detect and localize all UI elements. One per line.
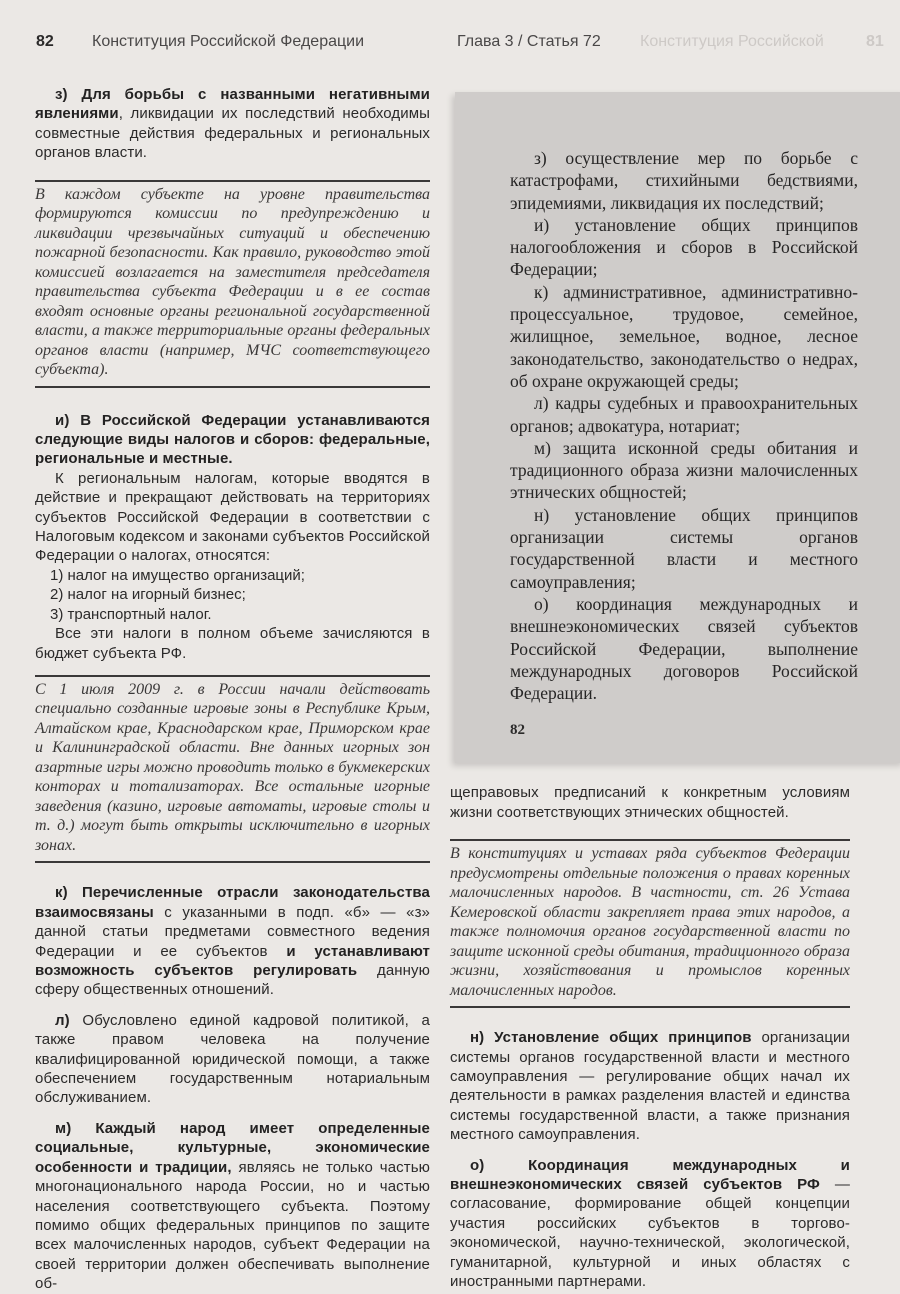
excerpt-item: л) кадры судебных и правоохранительных органов; адвокатура, нотариат; <box>510 393 858 436</box>
constitution-excerpt-text <box>510 147 858 704</box>
excerpt-item: о) координация международных и внешнеэкономических связей субъектов Российской Федерации, выполнение международных договоров Российской Федерации. <box>510 593 858 704</box>
excerpt-item: з) осуществление мер по борьбе с катастрофами, стихийными бедствиями, эпидемиями, ликвидация их последствий; <box>510 148 858 213</box>
text-run: — согласование, формирование общей концепции участия российских субъектов в торгово-экономической, научно-технической, экологической, гуманитарной, культурной и иных областях с иностранными партнерами. <box>450 1176 850 1291</box>
bold-run: м) Каждый народ имеет определенные социальные, культурные, экономические особенности и традиции, <box>35 1119 430 1176</box>
paragraph-m <box>35 1119 430 1294</box>
text-run: организации системы органов государственной власти и местного самоуправления — регулирование общих начал их деятельности в рамках разделения властей и единства системы государственной власти, а также признания местного самоуправления. <box>450 1029 850 1144</box>
right-column <box>450 783 850 1291</box>
text-run: Обусловлено единой кадровой политикой, а также правом человека на получение квалифицированной юридической помощи, а также обеспечением государственным нотариальным обслуживанием. <box>35 1011 430 1107</box>
paragraph-continuation: щеправовых предписаний к конкретным условиям жизни соответствующих этнических общностей. <box>450 784 850 821</box>
bold-run: н) Установление общих принципов <box>470 1029 752 1047</box>
paragraph-i-bold: и) В Российской Федерации устанавливаются следующие виды налогов и сборов: федеральные, региональные и местные. <box>35 411 430 468</box>
book-title: Конституция Российской Федерации <box>92 33 365 50</box>
bold-run: о) Координация международных и внешнеэкономических связей субъектов РФ <box>450 1156 850 1194</box>
paragraph-o <box>450 1156 850 1292</box>
chapter-article: Глава 3 / Статья 72 <box>457 33 601 50</box>
bold-run: л) <box>55 1011 70 1029</box>
excerpt-item: м) защита исконной среды обитания и традиционного образа жизни малочисленных этнических общностей; <box>510 437 858 503</box>
bold-run: и устанавливают возможность субъектов регулировать <box>35 942 430 980</box>
excerpt-item: к) административное, административно-процессуальное, трудовое, семейное, жилищное, земельное, водное, лесное законодательство, законодательство о недрах, об охране окружающей среды; <box>510 281 858 391</box>
page-number: 82 <box>36 33 54 50</box>
note-gambling-zones: С 1 июля 2009 г. в России начали действовать специально созданные игровые зоны в Республике Крым, Алтайском крае, Краснодарском крае, Приморском крае и Калининградской области. Вне данных игорных зон азартные игры можно проводить только в букмекерских конторах и тотализаторах. Все остальные игорные заведения (казино, игровые автоматы, игровые столы и т. д.) могут быть открыты исключительно в игорных зонах. <box>35 675 430 864</box>
paragraph-i-heading <box>35 411 430 469</box>
constitution-excerpt-panel <box>455 92 900 763</box>
paragraph-i-end: Все эти налоги в полном объеме зачисляются в бюджет субъекта РФ. <box>35 625 430 662</box>
note-emergency-commissions: В каждом субъекте на уровне правительства формируются комиссии по предупреждению и ликвидации чрезвычайных ситуаций и обеспечению пожарной безопасности. Как правило, руководство этой комиссией возлагается на заместителя председателя правительства субъекта Федерации и в ее состав входят основные органы региональной государственной власти, а также территориальные органы федеральных органов власти (например, МЧС соответствующего субъекта). <box>35 180 430 388</box>
text-run: , ликвидации их последствий необходимы совместные действия федеральных и региональных органов власти. <box>35 105 430 162</box>
paragraph-l <box>35 1011 430 1108</box>
left-column <box>35 85 430 1294</box>
paragraph-k <box>35 883 430 999</box>
text-run: данную сферу общественных отношений. <box>35 962 430 999</box>
tax-item: 1) налог на имущество организаций; <box>50 566 305 584</box>
excerpt-item: и) установление общих принципов налогообложения и сборов в Российской Федерации; <box>510 214 858 280</box>
tax-item: 2) налог на игорный бизнес; <box>50 586 246 604</box>
bleed-through-page-number: 81 <box>866 33 884 50</box>
bleed-through-header: Конституция Российской <box>640 33 824 50</box>
note-indigenous-peoples: В конституциях и уставах ряда субъектов Федерации предусмотрены отдельные положения о правах коренных малочисленных народов. В частности, ст. 26 Устава Кемеровской области закрепляет права этих народов, а также полномочия органов государственной власти по защите исконной среды обитания, традиционного образа жизни, хозяйствования и промыслов коренных малочисленных народов. <box>450 839 850 1008</box>
excerpt-page-number: 82 <box>510 722 525 739</box>
tax-item: 3) транспортный налог. <box>50 605 212 623</box>
excerpt-item: н) установление общих принципов организации системы органов государственной власти и местного самоуправления; <box>510 504 858 592</box>
tax-list <box>35 566 430 624</box>
paragraph-i-text: К региональным налогам, которые вводятся в действие и прекращают действовать на территориях субъектов Российской Федерации в соответствии с Налоговым кодексом и законами субъектов Российской Федерации о налогах, относятся: <box>35 469 430 565</box>
right-side <box>450 92 900 1292</box>
bold-run: з) Для борьбы с названными негативными явлениями <box>35 86 430 123</box>
paragraph-n <box>450 1028 850 1144</box>
text-run: являясь не только частью многонационального народа России, но и частью населения соответствующего субъекта. Поэтому помимо общих федеральных принципов по защите всех малочисленных народов, субъект Федерации на своей территории должен обеспечивать выполнение об- <box>35 1158 430 1293</box>
paragraph-z <box>35 85 430 163</box>
text-run: с указанными в подп. «б» — «з» данной статьи предметами совместного ведения Федерации и ее субъектов <box>35 903 430 960</box>
bold-run: к) Перечисленные отрасли законодательства взаимосвязаны <box>35 884 430 921</box>
